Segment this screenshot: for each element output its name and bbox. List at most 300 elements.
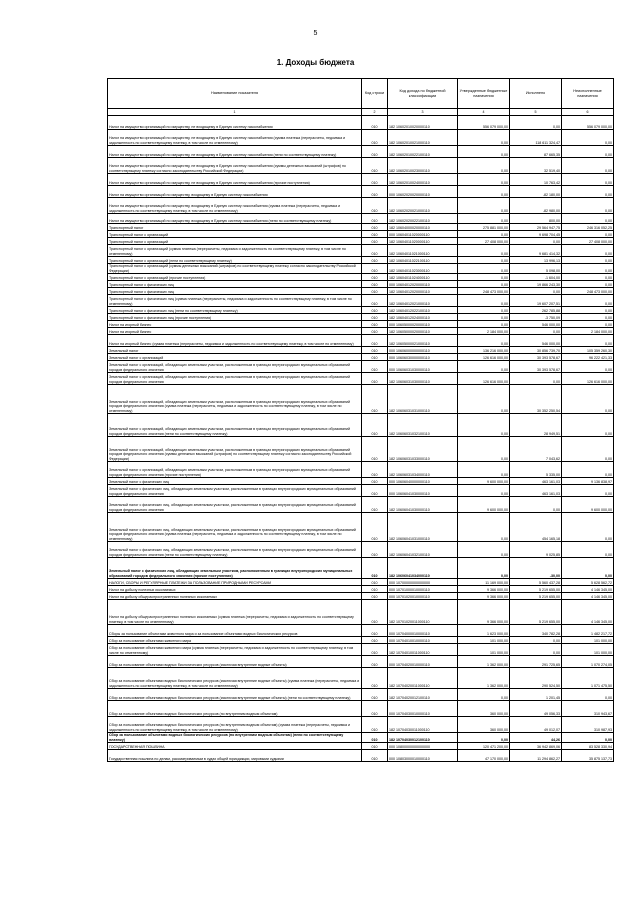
table-row <box>108 257 614 264</box>
column-number: 3 <box>388 109 458 116</box>
row-unexecuted: 0,00 <box>562 257 614 264</box>
row-line-code: 010 <box>362 497 388 513</box>
row-unexecuted: 9 136 838,97 <box>562 478 614 485</box>
row-unexecuted: 556 079 000,00 <box>562 116 614 130</box>
row-unexecuted: 101 000,00 <box>562 637 614 644</box>
row-class-code: 182 10602010023000110 <box>388 158 458 174</box>
row-unexecuted: 96 222 421,33 <box>562 354 614 361</box>
row-unexecuted: 0,00 <box>562 689 614 701</box>
row-approved: 9 600 000,00 <box>458 497 510 513</box>
row-name: Земельный налог с организаций <box>108 354 362 361</box>
row-line-code: 010 <box>362 274 388 281</box>
table-row <box>108 198 614 214</box>
table-row <box>108 328 614 335</box>
row-name: Сбор за пользование объектами водных биологических ресурсов (по внутренним водным объектам) (сумма платежа (перерасчеты, недоимка и задолженность по соответствующему платежу, в том числе по отмененному) <box>108 717 362 733</box>
table-row <box>108 238 614 245</box>
table-row <box>108 689 614 701</box>
row-approved: 0,00 <box>458 437 510 462</box>
row-approved: 0,00 <box>458 245 510 257</box>
row-approved: 556 079 000,00 <box>458 116 510 130</box>
row-approved: 9 366 000,00 <box>458 593 510 600</box>
column-number-row <box>108 109 614 116</box>
row-line-code: 010 <box>362 717 388 733</box>
row-approved: 101 000,00 <box>458 644 510 656</box>
row-name: Земельный налог с организаций, обладающих земельным участком, расположенным в границах внутригородских муниципальных образований городов федерального значения (пени по соответствующему платежу) <box>108 414 362 437</box>
row-class-code: 182 10606041030000110 <box>388 497 458 513</box>
row-name: Земельный налог с физических лиц, обладающих земельным участком, расположенным в границах внутригородских муниципальных образований городов федерального значения (прочие поступления) <box>108 558 362 579</box>
row-name: Земельный налог с организаций, обладающих земельным участком, расположенным в границах внутригородских муниципальных образований городов федерального значения <box>108 361 362 373</box>
row-class-code: 182 10602020022100110 <box>388 214 458 224</box>
row-class-code: 182 10604012021000110 <box>388 295 458 307</box>
row-unexecuted: 0,00 <box>562 414 614 437</box>
row-class-code: 000 10606030000000110 <box>388 354 458 361</box>
row-line-code: 010 <box>362 361 388 373</box>
row-unexecuted: 0,00 <box>562 307 614 314</box>
row-executed: 5 335,00 <box>510 462 562 478</box>
table-row <box>108 321 614 328</box>
row-executed: 0,00 <box>510 238 562 245</box>
row-name: Земельный налог с физических лиц <box>108 478 362 485</box>
row-name: Земельный налог с физических лиц, обладающих земельным участком, расположенным в границах внутригородских муниципальных образований городов федерального значения (сумма платежа (перерасчеты, недоимка и задолженность по соответствующему платежу, в том числе по отмененному) <box>108 513 362 542</box>
row-unexecuted: 0,00 <box>562 335 614 347</box>
row-executed: 30 352 250,54 <box>510 385 562 414</box>
row-unexecuted: 0,00 <box>562 274 614 281</box>
revenue-table <box>107 78 614 762</box>
row-line-code: 010 <box>362 600 388 625</box>
table-row <box>108 231 614 238</box>
row-class-code: 182 10602010021000110 <box>388 130 458 146</box>
table-row <box>108 116 614 130</box>
row-line-code: 010 <box>362 542 388 558</box>
table-row <box>108 158 614 174</box>
row-executed: 49 012,07 <box>510 717 562 733</box>
row-class-code: 182 10704010011000110 <box>388 644 458 656</box>
row-line-code: 010 <box>362 295 388 307</box>
row-class-code: 182 10604011024000110 <box>388 274 458 281</box>
row-executed: -82 180,00 <box>510 186 562 198</box>
table-row <box>108 743 614 750</box>
row-executed: 546 000,00 <box>510 335 562 347</box>
row-executed: 9 681 414,32 <box>510 245 562 257</box>
table-row <box>108 586 614 593</box>
table-row <box>108 750 614 762</box>
table-row <box>108 295 614 307</box>
row-unexecuted: 0,00 <box>562 385 614 414</box>
row-executed: -82 980,00 <box>510 198 562 214</box>
row-name: Транспортный налог с физических лиц (сумма платежа (перерасчеты, недоимка и задолженность по соответствующему платежу, в том числе по отмененному) <box>108 295 362 307</box>
row-class-code: 182 10704030011000110 <box>388 717 458 733</box>
row-unexecuted: 0,00 <box>562 281 614 288</box>
table-row <box>108 625 614 637</box>
row-unexecuted: 1 071 475,50 <box>562 668 614 689</box>
row-class-code: 182 10704030012100110 <box>388 733 458 743</box>
row-executed: 5 098,00 <box>510 264 562 274</box>
row-line-code: 010 <box>362 158 388 174</box>
table-row <box>108 600 614 625</box>
row-approved: 11 169 000,00 <box>458 579 510 586</box>
row-unexecuted: 0,00 <box>562 437 614 462</box>
row-class-code: 182 10606031030000110 <box>388 373 458 385</box>
row-approved: 0,00 <box>458 361 510 373</box>
table-row <box>108 644 614 656</box>
row-line-code: 010 <box>362 513 388 542</box>
row-executed: 49 056,33 <box>510 701 562 717</box>
row-executed: 5 219 655,00 <box>510 593 562 600</box>
row-line-code: 010 <box>362 224 388 231</box>
row-approved: 0,00 <box>458 385 510 414</box>
row-line-code: 010 <box>362 644 388 656</box>
row-class-code: 182 10604012020000110 <box>388 288 458 295</box>
row-approved: 1 362 000,00 <box>458 656 510 668</box>
row-name: Транспортный налог с физических лиц (прочие поступления) <box>108 314 362 321</box>
row-unexecuted: 0,00 <box>562 146 614 158</box>
row-name: Земельный налог с организаций, обладающих земельным участком, расположенным в границах внутригородских муниципальных образований городов федерального значения (суммы денежных взысканий (штрафов) по соответствующему платежу согласно законодательству Российской Федерации) <box>108 437 362 462</box>
row-name: Транспортный налог с организаций (прочие поступления) <box>108 274 362 281</box>
row-line-code: 010 <box>362 347 388 354</box>
row-class-code: 182 10605000020000110 <box>388 328 458 335</box>
row-unexecuted: 0,00 <box>562 245 614 257</box>
row-unexecuted: 0,00 <box>562 295 614 307</box>
row-name: Налог на добычу общераспространенных полезных ископаемых <box>108 593 362 600</box>
row-approved: 0,00 <box>458 158 510 174</box>
row-approved: 0,00 <box>458 513 510 542</box>
header-name: Наименование показателя <box>108 79 362 109</box>
row-unexecuted: 0,00 <box>562 214 614 224</box>
row-executed: 29 564 947,75 <box>510 224 562 231</box>
row-executed: 0,00 <box>510 288 562 295</box>
row-line-code: 010 <box>362 214 388 224</box>
row-name: Налог на имущество организаций по имуществу, входящему в Единую систему газоснабжения (сумма платежа (перерасчеты, недоимка и задолженность по соответствующему платежу, в том числе по отмененному) <box>108 198 362 214</box>
row-name: Сбор за пользование объектами животного мира (сумма платежа (перерасчеты, недоимка и задолженность по соответствующему платежу, в том числе по отмененному) <box>108 644 362 656</box>
row-unexecuted: 105 359 260,30 <box>562 347 614 354</box>
row-line-code: 010 <box>362 385 388 414</box>
row-unexecuted: 0,00 <box>562 513 614 542</box>
table-row <box>108 373 614 385</box>
row-class-code: 000 10700000000000000 <box>388 579 458 586</box>
row-unexecuted: 0,00 <box>562 198 614 214</box>
header-executed: Исполнено <box>510 79 562 109</box>
row-class-code: 000 10800000000000000 <box>388 743 458 750</box>
row-line-code: 010 <box>362 288 388 295</box>
column-number: 6 <box>562 109 614 116</box>
row-line-code: 010 <box>362 238 388 245</box>
row-name: Сбор за пользование объектами водных биологических ресурсов (по внутренним водным объектам) (пени по соответствующему платежу) <box>108 733 362 743</box>
row-line-code: 010 <box>362 198 388 214</box>
row-approved: 0,00 <box>458 542 510 558</box>
row-name: Сбор за пользование объектами водных биологических ресурсов (исключая внутренние водные объекты) <box>108 656 362 668</box>
row-class-code: 000 10604012020000110 <box>388 281 458 288</box>
row-approved: 2 184 000,00 <box>458 328 510 335</box>
row-executed: 30 393 578,67 <box>510 361 562 373</box>
row-name: ГОСУДАРСТВЕННАЯ ПОШЛИНА <box>108 743 362 750</box>
row-unexecuted: 310 987,93 <box>562 717 614 733</box>
column-number: 4 <box>458 109 510 116</box>
row-name: Государственная пошлина по делам, рассматриваемым в судах общей юрисдикции, мировыми судьями <box>108 750 362 762</box>
row-approved: 0,00 <box>458 558 510 579</box>
row-line-code: 010 <box>362 656 388 668</box>
row-approved: 0,00 <box>458 733 510 743</box>
row-line-code: 010 <box>362 328 388 335</box>
row-approved: 0,00 <box>458 257 510 264</box>
row-unexecuted: 0,00 <box>562 462 614 478</box>
row-approved: 360 000,00 <box>458 717 510 733</box>
row-executed: 463 161,03 <box>510 485 562 497</box>
row-name: Транспортный налог с организаций (суммы денежных взысканий (штрафов) по соответствующему платежу согласно законодательству Российской Федерации) <box>108 264 362 274</box>
row-name: Налог на имущество организаций по имуществу, не входящему в Единую систему газоснабжения (суммы денежных взысканий (штрафов) по соответствующему платежу согласно законодательству Российской Федерации) <box>108 158 362 174</box>
table-row <box>108 593 614 600</box>
row-unexecuted: 0,00 <box>562 264 614 274</box>
row-class-code: 182 10606031032100110 <box>388 414 458 437</box>
row-executed: 36 942 869,06 <box>510 743 562 750</box>
row-line-code: 010 <box>362 668 388 689</box>
row-approved: 101 000,00 <box>458 637 510 644</box>
table-row <box>108 354 614 361</box>
row-class-code: 182 10701020011000110 <box>388 600 458 625</box>
row-name: Транспортный налог с организаций <box>108 231 362 238</box>
row-name: Налог на имущество организаций по имуществу, не входящему в Единую систему газоснабжения <box>108 116 362 130</box>
row-executed: 10 763,42 <box>510 174 562 186</box>
row-unexecuted: 2 184 000,00 <box>562 328 614 335</box>
table-row <box>108 335 614 347</box>
row-executed: 262 785,88 <box>510 307 562 314</box>
row-class-code: 182 10604011023000110 <box>388 264 458 274</box>
row-class-code: 000 10606040000000110 <box>388 478 458 485</box>
row-line-code: 010 <box>362 314 388 321</box>
table-row <box>108 264 614 274</box>
row-line-code: 010 <box>362 485 388 497</box>
row-class-code: 182 10606031033000110 <box>388 437 458 462</box>
row-line-code: 010 <box>362 174 388 186</box>
row-class-code: 000 10704010010000110 <box>388 637 458 644</box>
row-unexecuted: 0,00 <box>562 186 614 198</box>
row-unexecuted: 4 146 345,00 <box>562 593 614 600</box>
row-executed: -3 750,09 <box>510 314 562 321</box>
row-name: Сбор за пользование объектами животного мира <box>108 637 362 644</box>
row-approved: 27 408 000,00 <box>458 238 510 245</box>
row-approved: 0,00 <box>458 321 510 328</box>
row-class-code: 182 10704020012100110 <box>388 689 458 701</box>
row-approved: 9 366 000,00 <box>458 600 510 625</box>
row-line-code: 010 <box>362 478 388 485</box>
table-row <box>108 542 614 558</box>
row-approved: 0,00 <box>458 307 510 314</box>
table-row <box>108 485 614 497</box>
row-line-code: 010 <box>362 146 388 158</box>
header-approved: Утвержденные бюджетные назначения <box>458 79 510 109</box>
table-row <box>108 307 614 314</box>
row-unexecuted: 83 528 330,94 <box>562 743 614 750</box>
row-class-code: 182 10604012024000110 <box>388 314 458 321</box>
table-row <box>108 637 614 644</box>
row-approved: 0,00 <box>458 198 510 214</box>
row-approved: 126 616 000,00 <box>458 373 510 385</box>
table-row <box>108 146 614 158</box>
row-name: Налог на добычу общераспространенных полезных ископаемых (сумма платежа (перерасчеты, недоимка и задолженность по соответствующему платежу, в том числе по отмененному) <box>108 600 362 625</box>
row-executed: -30,00 <box>510 558 562 579</box>
row-line-code: 010 <box>362 335 388 347</box>
row-name: Сборы за пользование объектами животного мира и за пользование объектами водных биологических ресурсов <box>108 625 362 637</box>
table-row <box>108 497 614 513</box>
row-line-code: 010 <box>362 593 388 600</box>
row-class-code: 000 10701000010000110 <box>388 586 458 593</box>
row-unexecuted: 4 146 345,00 <box>562 600 614 625</box>
row-executed: 13 996,13 <box>510 257 562 264</box>
row-class-code: 182 10605000021000110 <box>388 335 458 347</box>
table-row <box>108 186 614 198</box>
row-name: Налог на игорный бизнес (сумма платежа (перерасчеты, недоимка и задолженность по соответствующему платежу, в том числе по отмененному) <box>108 335 362 347</box>
row-unexecuted: 0,00 <box>562 158 614 174</box>
row-executed: 9 025,85 <box>510 542 562 558</box>
row-unexecuted: 246 316 052,25 <box>562 224 614 231</box>
page-number: 5 <box>313 30 318 37</box>
row-line-code: 010 <box>362 733 388 743</box>
row-unexecuted: 9 600 000,00 <box>562 497 614 513</box>
row-name: Земельный налог с физических лиц, обладающих земельным участком, расположенным в границах внутригородских муниципальных образований городов федерального значения <box>108 497 362 513</box>
row-approved: 0,00 <box>458 214 510 224</box>
row-unexecuted: 126 616 000,00 <box>562 373 614 385</box>
table-row <box>108 314 614 321</box>
row-class-code: 182 10604011021000110 <box>388 245 458 257</box>
row-class-code: 182 10704020011000110 <box>388 668 458 689</box>
row-line-code: 010 <box>362 354 388 361</box>
row-approved: 248 473 000,00 <box>458 288 510 295</box>
row-line-code: 010 <box>362 462 388 478</box>
row-approved: 0,00 <box>458 274 510 281</box>
row-line-code: 010 <box>362 130 388 146</box>
row-class-code: 000 10606000000000110 <box>388 347 458 354</box>
row-name: Земельный налог с организаций, обладающих земельным участком, расположенным в границах внутригородских муниципальных образований городов федерального значения (сумма платежа (перерасчеты, недоимка и задолженность по соответствующему платежу, в том числе по отмененному) <box>108 385 362 414</box>
row-approved: 0,00 <box>458 314 510 321</box>
row-name: Налог на игорный бизнес <box>108 328 362 335</box>
row-line-code: 010 <box>362 701 388 717</box>
row-name: Земельный налог с физических лиц, обладающих земельным участком, расположенным в границах внутригородских муниципальных образований городов федерального значения <box>108 485 362 497</box>
row-name: Сбор за пользование объектами водных биологических ресурсов (исключая внутренние водные объекты) (сумма платежа (перерасчеты, недоимка и задолженность по соответствующему платежу, в том числе по отмененному) <box>108 668 362 689</box>
row-executed: 463 161,03 <box>510 478 562 485</box>
row-line-code: 010 <box>362 116 388 130</box>
table-row <box>108 274 614 281</box>
table-row <box>108 214 614 224</box>
row-unexecuted: 1 482 217,72 <box>562 625 614 637</box>
row-approved: 0,00 <box>458 295 510 307</box>
row-class-code: 182 10602010022100110 <box>388 146 458 158</box>
table-row <box>108 437 614 462</box>
row-executed: 5 560 437,28 <box>510 579 562 586</box>
row-executed: 340 782,28 <box>510 625 562 637</box>
row-class-code: 000 10606041030000110 <box>388 485 458 497</box>
row-executed: 30 393 578,67 <box>510 354 562 361</box>
row-name: Транспортный налог с организаций (сумма платежа (перерасчеты, недоимка и задолженность по соответствующему платежу, в том числе по отмененному) <box>108 245 362 257</box>
row-class-code: 182 10604000020000110 <box>388 224 458 231</box>
row-executed: 5 219 655,00 <box>510 600 562 625</box>
row-approved: 0,00 <box>458 146 510 158</box>
table-row <box>108 717 614 733</box>
row-name: Земельный налог с организаций, обладающих земельным участком, расположенным в границах внутригородских муниципальных образований городов федерального значения <box>108 373 362 385</box>
row-class-code: 000 10604011020000110 <box>388 231 458 238</box>
row-unexecuted: 35 875 137,73 <box>562 750 614 762</box>
row-name: Транспортный налог с физических лиц (пени по соответствующему платежу) <box>108 307 362 314</box>
row-line-code: 010 <box>362 373 388 385</box>
row-class-code: 182 10602020021000110 <box>388 198 458 214</box>
row-executed: 1 201,45 <box>510 689 562 701</box>
row-unexecuted: 5 628 562,72 <box>562 579 614 586</box>
row-approved: 275 881 000,00 <box>458 224 510 231</box>
row-name: Земельный налог с организаций, обладающих земельным участком, расположенным в границах внутригородских муниципальных образований городов федерального значения (прочие поступления) <box>108 462 362 478</box>
row-approved: 126 616 000,00 <box>458 354 510 361</box>
row-name: Земельный налог с физических лиц, обладающих земельным участком, расположенным в границах внутригородских муниципальных образований городов федерального значения (пени по соответствующему платежу) <box>108 542 362 558</box>
row-approved: 0,00 <box>458 689 510 701</box>
row-unexecuted: 0,00 <box>562 314 614 321</box>
row-approved: 1 362 000,00 <box>458 668 510 689</box>
row-class-code: 182 10606031034000110 <box>388 462 458 478</box>
row-approved: 0,00 <box>458 485 510 497</box>
row-name: Сбор за пользование объектами водных биологических ресурсов (исключая внутренние водные объекты) (пени по соответствующему платежу) <box>108 689 362 701</box>
row-unexecuted: 0,00 <box>562 130 614 146</box>
row-executed: 291 725,65 <box>510 656 562 668</box>
row-class-code: 000 10602020020000110 <box>388 186 458 198</box>
row-executed: 454 165,18 <box>510 513 562 542</box>
row-executed: 30 856 739,70 <box>510 347 562 354</box>
row-class-code: 182 10602010024000110 <box>388 174 458 186</box>
row-line-code: 010 <box>362 257 388 264</box>
row-approved: 1 623 000,00 <box>458 625 510 637</box>
row-approved: 0,00 <box>458 414 510 437</box>
row-class-code: 000 10701020010000110 <box>388 593 458 600</box>
row-approved: 0,00 <box>458 174 510 186</box>
row-line-code: 010 <box>362 558 388 579</box>
row-unexecuted: 0,00 <box>562 174 614 186</box>
header-class-code: Код дохода по бюджетной классификации <box>388 79 458 109</box>
row-unexecuted: 4 146 345,00 <box>562 586 614 593</box>
row-line-code: 010 <box>362 264 388 274</box>
row-approved: 9 600 000,00 <box>458 478 510 485</box>
row-unexecuted: 0,00 <box>562 231 614 238</box>
row-executed: 32 519,40 <box>510 158 562 174</box>
row-executed: -1 604,00 <box>510 274 562 281</box>
row-approved: 0,00 <box>458 130 510 146</box>
row-executed: 19 607 207,51 <box>510 295 562 307</box>
row-unexecuted: 310 943,67 <box>562 701 614 717</box>
table-row <box>108 579 614 586</box>
header-row <box>108 79 614 109</box>
row-line-code: 010 <box>362 231 388 238</box>
row-executed: 290 524,50 <box>510 668 562 689</box>
row-unexecuted: 0,00 <box>562 542 614 558</box>
row-line-code: 010 <box>362 743 388 750</box>
row-unexecuted: 1 070 274,05 <box>562 656 614 668</box>
row-approved: 0,00 <box>458 335 510 347</box>
row-unexecuted: 0,00 <box>562 733 614 743</box>
header-unexecuted: Неисполненные назначения <box>562 79 614 109</box>
row-name: Сбор за пользование объектами водных биологических ресурсов (по внутренним водным объектам) <box>108 701 362 717</box>
row-unexecuted: 0,00 <box>562 485 614 497</box>
row-line-code: 010 <box>362 414 388 437</box>
row-executed: 7 043,62 <box>510 437 562 462</box>
column-number: 1 <box>108 109 362 116</box>
row-executed: 0,00 <box>510 373 562 385</box>
table-row <box>108 414 614 437</box>
table-row <box>108 558 614 579</box>
row-approved: 136 216 000,00 <box>458 347 510 354</box>
row-executed: 9 698 704,45 <box>510 231 562 238</box>
row-name: Транспортный налог <box>108 224 362 231</box>
row-name: Налог на имущество организаций по имуществу, входящему в Единую систему газоснабжения (пени по соответствующему платежу) <box>108 214 362 224</box>
table-row <box>108 361 614 373</box>
row-name: Налог на имущество организаций по имуществу, не входящему в Единую систему газоснабжения (пени по соответствующему платежу) <box>108 146 362 158</box>
row-name: Транспортный налог с физических лиц <box>108 281 362 288</box>
row-class-code: 182 10606031031000110 <box>388 385 458 414</box>
row-approved: 0,00 <box>458 281 510 288</box>
row-executed: 28 949,51 <box>510 414 562 437</box>
